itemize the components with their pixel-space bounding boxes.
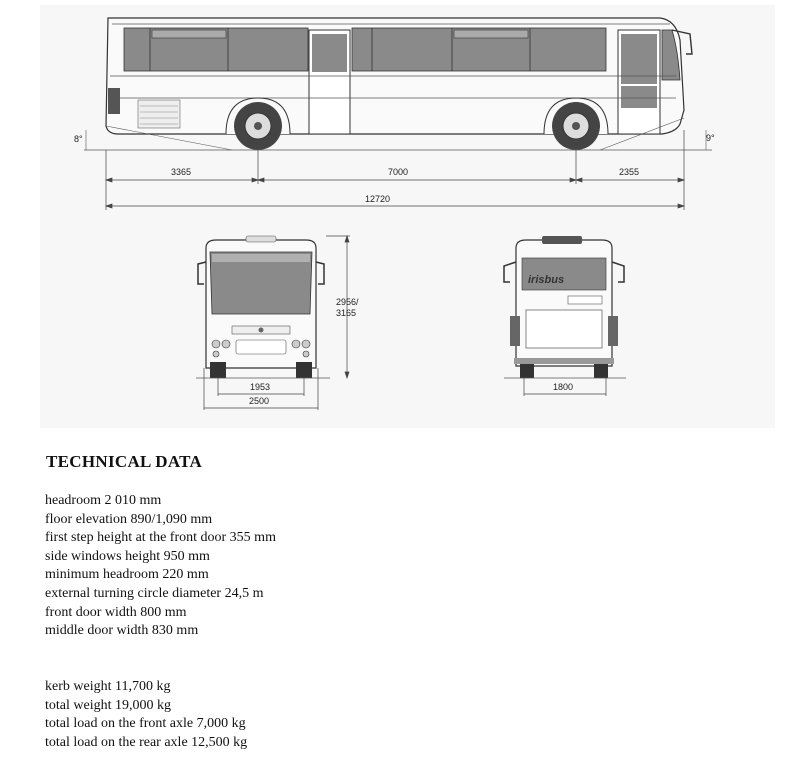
spec-item: headroom 2 010 mm [45,493,162,508]
irisbus-logo: irisbus [528,274,565,286]
front-overhang-label: 3365 [171,167,192,177]
spec-item: middle door width 830 mm [45,623,199,639]
spec-item: side windows height 950 mm [45,548,210,564]
weight-item: total weight 19,000 kg [45,697,171,713]
rear-track-label: 1800 [553,382,574,392]
wheelbase-label: 7000 [388,167,409,177]
total-length-label: 12720 [365,194,391,204]
height-label-line2: 3165 [336,308,357,318]
bus-side-view [84,18,712,150]
spec-item: floor elevation 890/1,090 mm [45,511,213,527]
specs-list [45,492,276,641]
weights-list [45,678,247,752]
overall-width-label: 2500 [249,396,270,406]
approach-angle-label: 8° [74,134,83,144]
spec-item: external turning circle diameter 24,5 m [45,585,264,601]
spec-item: front door width 800 mm [45,604,187,620]
spec-item: minimum headroom 220 mm [45,567,209,583]
bus-rear-view [504,236,626,378]
rear-overhang-label: 2355 [619,167,640,177]
departure-angle-label: 9° [706,133,715,143]
weight-item: kerb weight 11,700 kg [45,679,171,694]
weight-item: total load on the rear axle 12,500 kg [45,734,248,750]
weight-item: total load on the front axle 7,000 kg [45,716,246,732]
technical-data-heading: TECHNICAL DATA [46,452,203,471]
spec-item: first step height at the front door 355 mm [45,530,276,546]
height-label-line1: 2956/ [336,297,359,307]
bus-front-view [196,236,330,378]
front-track-label: 1953 [250,382,271,392]
